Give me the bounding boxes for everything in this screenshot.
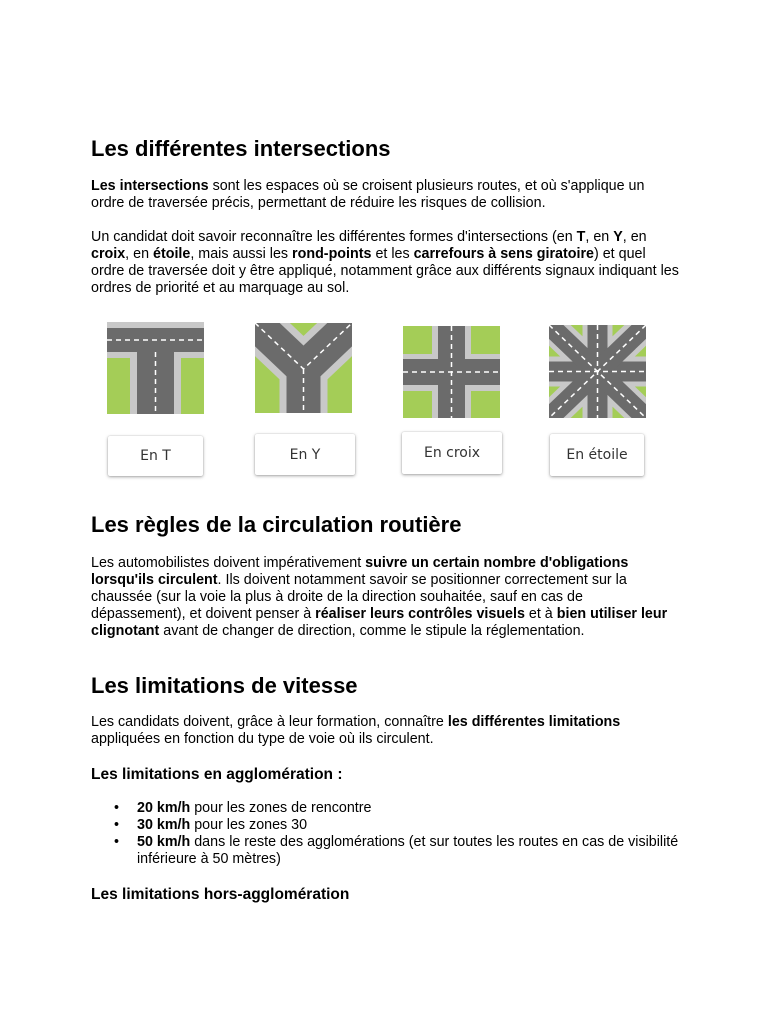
list-item: • 30 km/h pour les zones 30 [91,817,681,834]
list-item: • 50 km/h dans le reste des agglomérations (et sur toutes les routes en cas de visibilité inférieure à 50 mètres) [91,834,681,868]
subtitle-urban-limits: Les limitations en agglomération : [91,766,343,783]
label-card-t: En T [108,436,203,476]
y-intersection-diagram [255,323,352,413]
star-intersection-diagram [549,325,646,418]
intersection-types-paragraph: Un candidat doit savoir reconnaître les différentes formes d'intersections (en T, en Y, en croix, en étoile, mais aussi les rond-points et les carrefours à sens giratoire) et quel ordre de traversée doit y être appliqué, notamment grâce aux différents signaux indiquant les ordres de priorité et au marquage au sol. [91,229,679,296]
t-intersection-diagram [107,322,204,414]
subtitle-rural-limits: Les limitations hors-agglomération [91,886,350,903]
label-card-cross: En croix [402,432,502,474]
label-card-y: En Y [255,434,355,475]
list-item: • 20 km/h pour les zones de rencontre [91,800,681,817]
section-title-speed-limits: Les limitations de vitesse [91,673,358,698]
traffic-rules-paragraph: Les automobilistes doivent impérativement suivre un certain nombre d'obligations lorsqu'ils circulent. Ils doivent notamment savoir se positionner correctement sur la chaussée (sur la voie la plus à droite de la direction souhaitée, sauf en cas de dépassement), et doivent penser à réaliser leurs contrôles visuels et à bien utiliser leur clignotant avant de changer de direction, comme le stipule la réglementation. [91,555,668,639]
urban-speed-limits-list [91,800,681,868]
section-title-intersections: Les différentes intersections [91,136,391,161]
section-title-traffic-rules: Les règles de la circulation routière [91,512,462,537]
intersections-definition-paragraph: Les intersections sont les espaces où se croisent plusieurs routes, et où s'applique un ordre de traversée précis, permettant de réduire les risques de collision. [91,178,645,211]
label-card-star: En étoile [550,434,644,476]
cross-intersection-diagram [403,326,500,418]
speed-limits-paragraph: Les candidats doivent, grâce à leur formation, connaître les différentes limitations appliquées en fonction du type de voie où ils circulent. [91,714,621,747]
